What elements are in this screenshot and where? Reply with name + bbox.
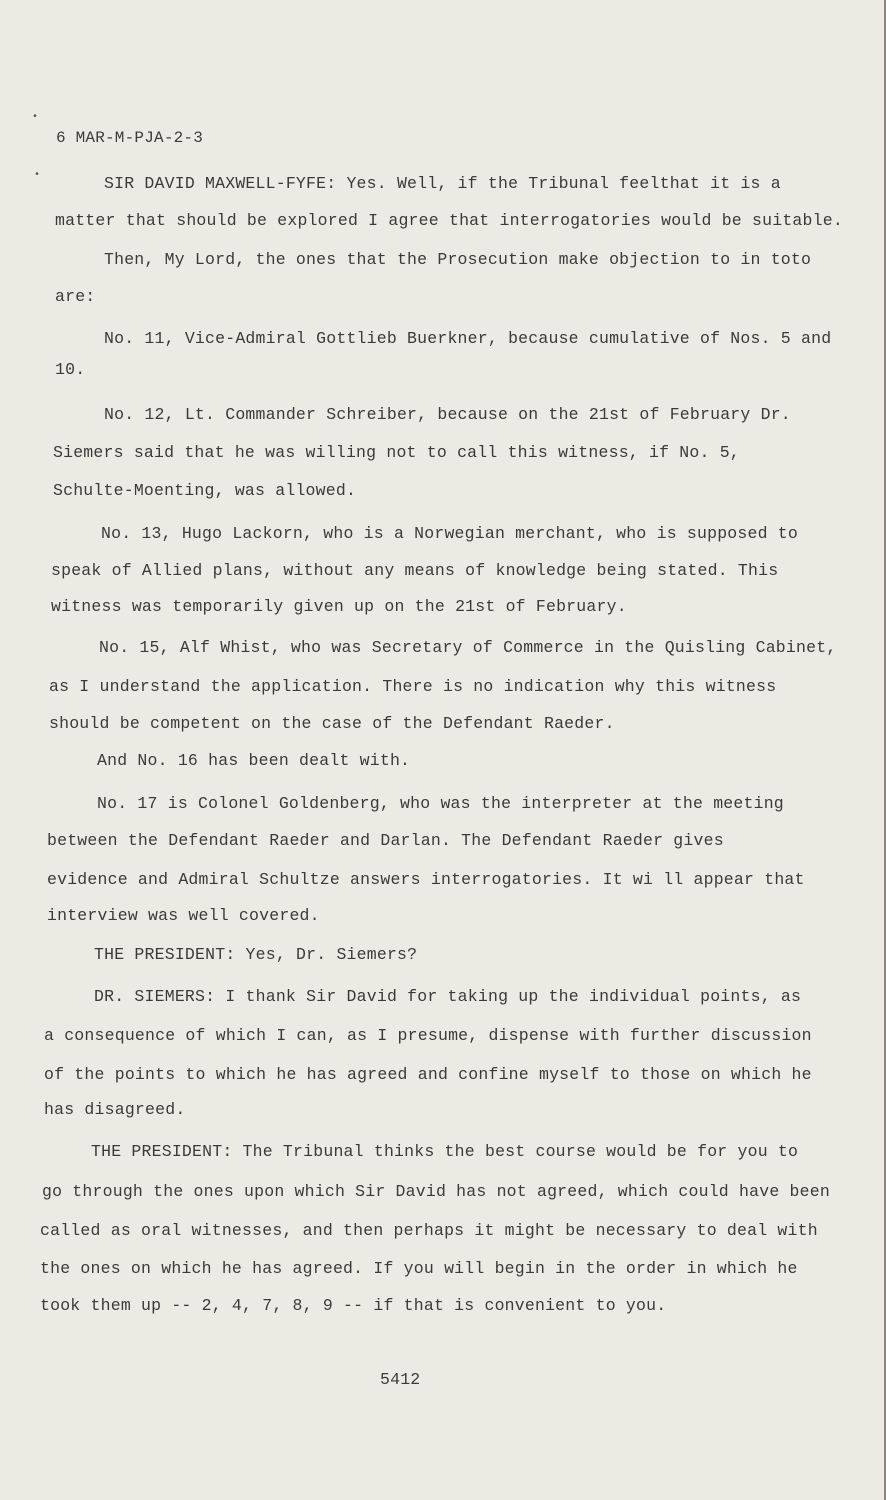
text-line: matter that should be explored I agree that interrogatories would be suitable. bbox=[55, 211, 843, 230]
text-line: has disagreed. bbox=[44, 1100, 186, 1119]
text-line: a consequence of which I can, as I presume, dispense with further discussion bbox=[44, 1026, 812, 1045]
text-line: evidence and Admiral Schultze answers interrogatories. It wi ll appear that bbox=[47, 870, 805, 889]
text-line: THE PRESIDENT: Yes, Dr. Siemers? bbox=[94, 945, 418, 964]
margin-mark: • bbox=[32, 112, 39, 123]
text-line: go through the ones upon which Sir David has not agreed, which could have been bbox=[42, 1182, 830, 1201]
text-line: SIR DAVID MAXWELL-FYFE: Yes. Well, if the Tribunal feelthat it is a bbox=[104, 174, 781, 193]
text-line: THE PRESIDENT: The Tribunal thinks the best course would be for you to bbox=[91, 1142, 799, 1161]
text-line: Then, My Lord, the ones that the Prosecution make objection to in toto bbox=[104, 250, 812, 269]
page-number: 5412 bbox=[380, 1370, 421, 1389]
text-line: took them up -- 2, 4, 7, 8, 9 -- if that is convenient to you. bbox=[40, 1296, 667, 1315]
text-line: No. 17 is Colonel Goldenberg, who was the interpreter at the meeting bbox=[97, 794, 784, 813]
margin-mark: • bbox=[34, 170, 41, 181]
text-line: are: bbox=[55, 287, 96, 306]
text-line: DR. SIEMERS: I thank Sir David for taking up the individual points, as bbox=[94, 987, 802, 1006]
text-line: should be competent on the case of the Defendant Raeder. bbox=[49, 714, 615, 733]
text-line: as I understand the application. There is no indication why this witness bbox=[49, 677, 777, 696]
text-line: And No. 16 has been dealt with. bbox=[97, 751, 411, 770]
text-line: of the points to which he has agreed and confine myself to those on which he bbox=[44, 1065, 812, 1084]
text-line: witness was temporarily given up on the 21st of February. bbox=[51, 597, 627, 616]
text-line: No. 13, Hugo Lackorn, who is a Norwegian merchant, who is supposed to bbox=[101, 524, 799, 543]
text-line: Schulte-Moenting, was allowed. bbox=[53, 481, 357, 500]
text-line: called as oral witnesses, and then perhaps it might be necessary to deal with bbox=[40, 1221, 818, 1240]
text-line: between the Defendant Raeder and Darlan. The Defendant Raeder gives bbox=[47, 831, 724, 850]
text-line: No. 12, Lt. Commander Schreiber, because on the 21st of February Dr. bbox=[104, 405, 791, 424]
text-line: No. 15, Alf Whist, who was Secretary of Commerce in the Quisling Cabinet, bbox=[99, 638, 837, 657]
text-line: 10. bbox=[55, 360, 86, 379]
text-line: interview was well covered. bbox=[47, 906, 320, 925]
document-header: 6 MAR-M-PJA-2-3 bbox=[56, 129, 204, 147]
text-line: No. 11, Vice-Admiral Gottlieb Buerkner, because cumulative of Nos. 5 and bbox=[104, 329, 832, 348]
text-line: speak of Allied plans, without any means of knowledge being stated. This bbox=[51, 561, 779, 580]
text-line: Siemers said that he was willing not to call this witness, if No. 5, bbox=[53, 443, 740, 462]
text-line: the ones on which he has agreed. If you will begin in the order in which he bbox=[40, 1259, 798, 1278]
